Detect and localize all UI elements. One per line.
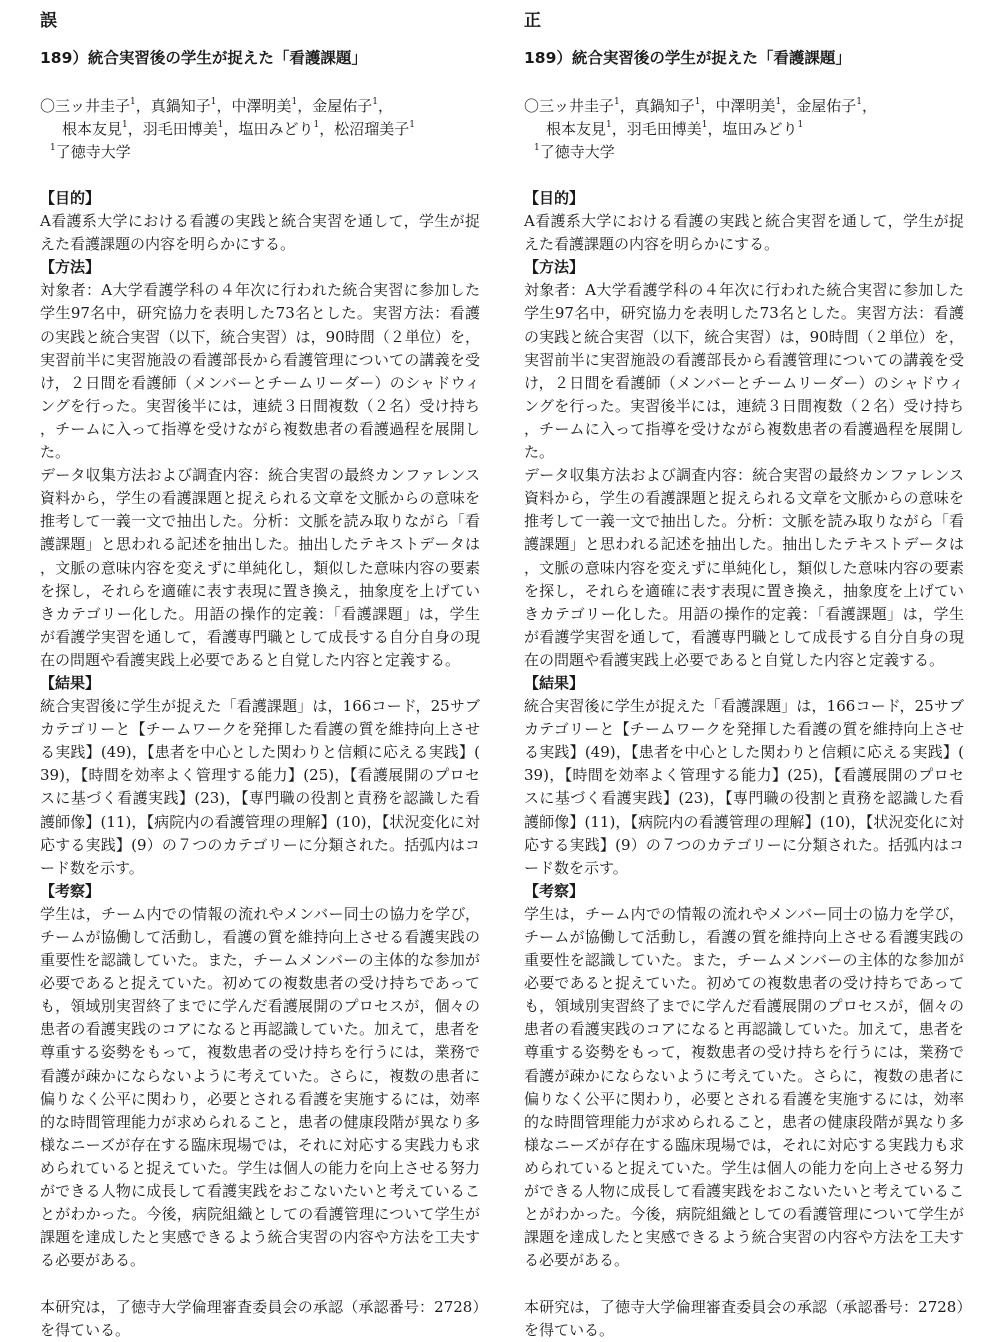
heading-method: 【方法】	[524, 258, 585, 277]
label-correct: 正	[524, 11, 541, 31]
ethics-statement: 本研究は，了徳寺大学倫理審査委員会の承認（承認番号：2728）を得ている。	[40, 1297, 480, 1339]
column-correct	[524, 10, 964, 1339]
author-list	[40, 95, 500, 164]
affiliation: $^1$了徳寺大学	[534, 143, 615, 161]
affiliation: $^1$了徳寺大学	[50, 143, 131, 161]
abstract-title: 189）統合実習後の学生が捉えた「看護課題」	[524, 49, 851, 67]
method-text-2: データ収集方法および調査内容：統合実習の最終カンファレンス資料から，学生の看護課題と捉えられる文章を文脈からの意味を推考して一義一文で抽出した。分析：文脈を読み取りながら「看護課題」と思われる記述を抽出した。抽出したテキストデータは，文脈の意味内容を変えずに単純化し，類似した意味内容の要素を探し，それらを適確に表す表現に置き換え，抽象度を上げていきカテゴリー化した。用語の操作的定義：「看護課題」は，学生が看護学実習を通して，看護専門職として成長する自分自身の現在の問題や看護実践上必要であると自覚した内容と定義する。	[524, 466, 964, 669]
discussion-text: 学生は，チーム内での情報の流れやメンバー同士の協力を学び，チームが協働して活動し，看護の質を維持向上させる看護実践の重要性を認識していた。また，チームメンバーの主体的な参加が必要であると捉えていた。初めての複数患者の受け持ちであっても，領域別実習終了までに学んだ看護展開のプロセスが，個々の患者の看護実践のコアになると再認識していた。加えて，患者を尊重する姿勢をもって，複数患者の受け持ちを行うには，業務で看護が疎かにならないように考えていた。さらに，複数の患者に偏りなく公平に関わり，必要とされる看護を実施するには，効率的な時間管理能力が求められること，患者の健康段階が異なり多様なニーズが存在する臨床現場では，それに対応する実践力も求められていると捉えていた。学生は個人の能力を向上させる努力ができる人物に成長して看護実践をおこないたいと考えていることがわかった。今後，病院組織としての看護管理について学生が課題を達成したと実感できるよう統合実習の内容や方法を工夫する必要がある。	[524, 904, 964, 1270]
abstract-body	[40, 187, 480, 1342]
abstract-body	[524, 187, 964, 1342]
heading-result: 【結果】	[40, 673, 101, 692]
author-line-2: 根本友見$^1$，羽毛田博美$^1$，塩田みどり$^1$，松沼瑠美子$^1$	[62, 120, 415, 138]
discussion-text: 学生は，チーム内での情報の流れやメンバー同士の協力を学び，チームが協働して活動し，看護の質を維持向上させる看護実践の重要性を認識していた。また，チームメンバーの主体的な参加が必要であると捉えていた。初めての複数患者の受け持ちであっても，領域別実習終了までに学んだ看護展開のプロセスが，個々の患者の看護実践のコアになると再認識していた。加えて，患者を尊重する姿勢をもって，複数患者の受け持ちを行うには，業務で看護が疎かにならないように考えていた。さらに，複数の患者に偏りなく公平に関わり，必要とされる看護を実施するには，効率的な時間管理能力が求められること，患者の健康段階が異なり多様なニーズが存在する臨床現場では，それに対応する実践力も求められていると捉えていた。学生は個人の能力を向上させる努力ができる人物に成長して看護実践をおこないたいと考えていることがわかった。今後，病院組織としての看護管理について学生が課題を達成したと実感できるよう統合実習の内容や方法を工夫する必要がある。	[40, 904, 480, 1270]
purpose-text: A看護系大学における看護の実践と統合実習を通して，学生が捉えた看護課題の内容を明らかにする。	[40, 212, 480, 254]
heading-purpose: 【目的】	[40, 189, 101, 207]
heading-discussion: 【考察】	[40, 881, 101, 900]
author-line-1: 〇三ッ井圭子$^1$，真鍋知子$^1$，中澤明美$^1$，金屋佑子$^1$，	[40, 97, 394, 115]
ethics-statement: 本研究は，了徳寺大学倫理審査委員会の承認（承認番号：2728）を得ている。	[524, 1297, 964, 1339]
result-text: 統合実習後に学生が捉えた「看護課題」は，166コード，25サブカテゴリーと【チームワークを発揮した看護の質を維持向上させる実践】(49)，【患者を中心とした関わりと信頼に応える実践】(39)，【時間を効率よく管理する能力】(25)，【看護展開のプロセスに基づく看護実践】(23)，【専門職の役割と責務を認識した看護師像】(11)，【病院内の看護管理の理解】(10)，【状況変化に対応する実践】(9）の７つのカテゴリーに分類された。括弧内はコード数を示す。	[524, 697, 964, 877]
heading-purpose: 【目的】	[524, 189, 585, 207]
author-line-2: 根本友見$^1$，羽毛田博美$^1$，塩田みどり$^1$	[546, 120, 804, 138]
heading-method: 【方法】	[40, 258, 101, 277]
method-text-2: データ収集方法および調査内容：統合実習の最終カンファレンス資料から，学生の看護課題と捉えられる文章を文脈からの意味を推考して一義一文で抽出した。分析：文脈を読み取りながら「看護課題」と思われる記述を抽出した。抽出したテキストデータは，文脈の意味内容を変えずに単純化し，類似した意味内容の要素を探し，それらを適確に表す表現に置き換え，抽象度を上げていきカテゴリー化した。用語の操作的定義：「看護課題」は，学生が看護学実習を通して，看護専門職として成長する自分自身の現在の問題や看護実践上必要であると自覚した内容と定義する。	[40, 466, 480, 669]
heading-discussion: 【考察】	[524, 881, 585, 900]
heading-result: 【結果】	[524, 673, 585, 692]
purpose-text: A看護系大学における看護の実践と統合実習を通して，学生が捉えた看護課題の内容を明らかにする。	[524, 212, 964, 254]
method-text-1: 対象者：A大学看護学科の４年次に行われた統合実習に参加した学生97名中，研究協力を表明した73名とした。実習方法：看護の実践と統合実習（以下，統合実習）は，90時間（２単位）を，実習前半に実習施設の看護部長から看護管理についての講義を受け，２日間を看護師（メンバーとチームリーダー）のシャドウィングを行った。実習後半には，連続３日間複数（２名）受け持ち，チームに入って指導を受けながら複数患者の看護過程を展開した。	[40, 281, 480, 462]
column-incorrect	[40, 10, 480, 1339]
author-list	[524, 95, 984, 164]
abstract-title: 189）統合実習後の学生が捉えた「看護課題」	[40, 49, 367, 67]
result-text: 統合実習後に学生が捉えた「看護課題」は，166コード，25サブカテゴリーと【チームワークを発揮した看護の質を維持向上させる実践】(49)，【患者を中心とした関わりと信頼に応える実践】(39)，【時間を効率よく管理する能力】(25)，【看護展開のプロセスに基づく看護実践】(23)，【専門職の役割と責務を認識した看護師像】(11)，【病院内の看護管理の理解】(10)，【状況変化に対応する実践】(9）の７つのカテゴリーに分類された。括弧内はコード数を示す。	[40, 697, 480, 877]
author-line-1: 〇三ッ井圭子$^1$，真鍋知子$^1$，中澤明美$^1$，金屋佑子$^1$，	[524, 97, 878, 115]
method-text-1: 対象者：A大学看護学科の４年次に行われた統合実習に参加した学生97名中，研究協力を表明した73名とした。実習方法：看護の実践と統合実習（以下，統合実習）は，90時間（２単位）を，実習前半に実習施設の看護部長から看護管理についての講義を受け，２日間を看護師（メンバーとチームリーダー）のシャドウィングを行った。実習後半には，連続３日間複数（２名）受け持ち，チームに入って指導を受けながら複数患者の看護過程を展開した。	[524, 281, 964, 462]
label-incorrect: 誤	[40, 11, 57, 31]
